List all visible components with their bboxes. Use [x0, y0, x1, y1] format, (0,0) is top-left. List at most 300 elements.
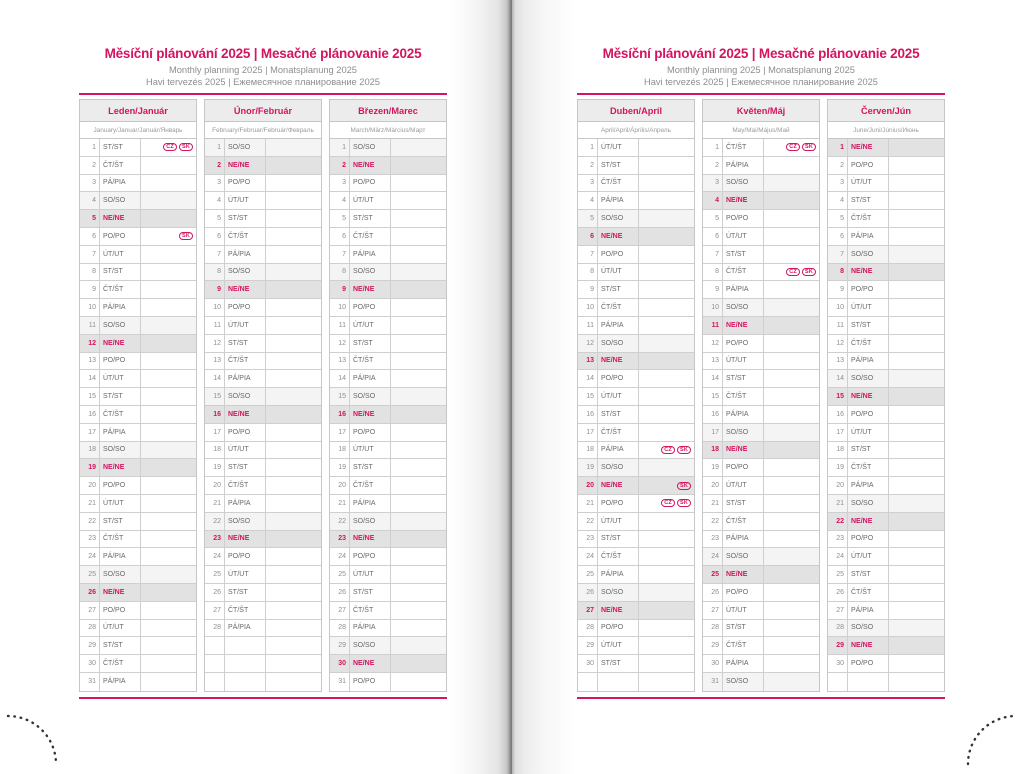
day-number: 21	[703, 495, 723, 512]
calendar-row	[703, 513, 819, 531]
day-label: NE/NE	[225, 157, 267, 174]
day-label: PÁ/PIA	[598, 566, 640, 583]
day-label: ÚT/UT	[100, 620, 142, 637]
notes-area	[141, 584, 196, 601]
calendar-row	[703, 264, 819, 282]
day-number: 17	[80, 424, 100, 441]
day-label: PO/PO	[723, 584, 765, 601]
holiday-badge-sk: SK	[802, 268, 816, 276]
day-label: ÚT/UT	[723, 228, 765, 245]
day-number: 18	[578, 442, 598, 459]
day-label: NE/NE	[598, 602, 640, 619]
day-label: ST/ST	[723, 246, 765, 263]
day-number: 14	[205, 370, 225, 387]
notes-area	[639, 317, 694, 334]
day-number: 3	[330, 175, 350, 192]
calendar-row	[205, 299, 321, 317]
day-label: ST/ST	[848, 317, 890, 334]
calendar-row	[828, 299, 944, 317]
day-number: 4	[330, 192, 350, 209]
calendar-row	[80, 281, 196, 299]
calendar-row	[205, 388, 321, 406]
day-number: 21	[828, 495, 848, 512]
notes-area	[141, 620, 196, 637]
notes-area	[639, 655, 694, 672]
calendar-row	[703, 495, 819, 513]
day-number: 21	[578, 495, 598, 512]
day-label: PO/PO	[100, 228, 142, 245]
calendar-row	[828, 192, 944, 210]
calendar-row	[205, 442, 321, 460]
calendar-row	[703, 388, 819, 406]
calendar-row	[703, 281, 819, 299]
day-number: 5	[703, 210, 723, 227]
calendar-row	[828, 584, 944, 602]
day-number: 21	[80, 495, 100, 512]
notes-area	[141, 477, 196, 494]
calendar-row	[828, 655, 944, 673]
notes-area	[391, 192, 446, 209]
notes-area	[391, 637, 446, 654]
notes-area	[639, 388, 694, 405]
day-number: 12	[80, 335, 100, 352]
day-label: ST/ST	[598, 655, 640, 672]
day-label: ÚT/UT	[225, 442, 267, 459]
calendar-row	[205, 459, 321, 477]
day-number: 18	[205, 442, 225, 459]
notes-area	[266, 157, 321, 174]
day-label: ÚT/UT	[848, 424, 890, 441]
day-number: 13	[578, 353, 598, 370]
calendar-row	[205, 353, 321, 371]
day-label: ČT/ŠT	[723, 264, 765, 281]
notes-area	[266, 637, 321, 654]
day-label: PÁ/PIA	[100, 175, 142, 192]
day-number: 25	[578, 566, 598, 583]
holiday-badge-sk: SK	[179, 232, 193, 240]
day-number: 7	[330, 246, 350, 263]
day-number: 11	[80, 317, 100, 334]
calendar-row	[330, 655, 446, 673]
calendar-row	[330, 175, 446, 193]
day-label: ST/ST	[598, 281, 640, 298]
day-number: 3	[205, 175, 225, 192]
dotted-arc-right	[968, 716, 1016, 764]
day-number: 9	[703, 281, 723, 298]
notes-area	[639, 281, 694, 298]
day-label: SO/SO	[723, 424, 765, 441]
day-number: 31	[80, 673, 100, 691]
month-subtitle: April/April/Április/Апрель	[578, 122, 694, 139]
day-number: 28	[80, 620, 100, 637]
day-label: ČT/ŠT	[225, 602, 267, 619]
calendar-row	[330, 531, 446, 549]
calendar-row	[578, 317, 694, 335]
calendar-row	[828, 602, 944, 620]
holiday-badge-sk: SK	[677, 482, 691, 490]
day-label: ST/ST	[848, 566, 890, 583]
calendar-row	[578, 175, 694, 193]
day-label: ST/ST	[225, 210, 267, 227]
notes-area	[639, 531, 694, 548]
notes-area	[391, 548, 446, 565]
calendar-row	[80, 637, 196, 655]
day-label: SO/SO	[723, 175, 765, 192]
calendar-row	[330, 637, 446, 655]
day-label: ÚT/UT	[598, 637, 640, 654]
day-label: NE/NE	[225, 281, 267, 298]
day-number: 17	[828, 424, 848, 441]
holiday-badge-sk: SK	[677, 499, 691, 507]
page-right	[577, 46, 945, 699]
calendar-row	[578, 406, 694, 424]
months-right	[577, 99, 945, 692]
notes-area	[391, 477, 446, 494]
notes-area	[141, 264, 196, 281]
day-label: PÁ/PIA	[100, 424, 142, 441]
day-number: 2	[330, 157, 350, 174]
notes-area	[889, 495, 944, 512]
calendar-row	[828, 620, 944, 638]
notes-area	[889, 139, 944, 156]
day-label: ČT/ŠT	[723, 139, 765, 156]
day-label: ÚT/UT	[100, 370, 142, 387]
day-label	[225, 673, 267, 691]
day-label: PÁ/PIA	[100, 299, 142, 316]
notes-area	[266, 281, 321, 298]
calendar-row	[330, 353, 446, 371]
calendar-row	[703, 655, 819, 673]
day-number: 28	[330, 620, 350, 637]
day-label: PO/PO	[598, 620, 640, 637]
calendar-row	[205, 548, 321, 566]
day-number: 23	[80, 531, 100, 548]
calendar-row	[205, 228, 321, 246]
notes-area	[764, 353, 819, 370]
day-label: ČT/ŠT	[848, 584, 890, 601]
calendar-row	[828, 335, 944, 353]
calendar-row	[703, 210, 819, 228]
day-label: PÁ/PIA	[225, 246, 267, 263]
day-number: 17	[578, 424, 598, 441]
day-number: 18	[828, 442, 848, 459]
day-number: 13	[828, 353, 848, 370]
day-label: PO/PO	[225, 299, 267, 316]
day-label: PÁ/PIA	[225, 495, 267, 512]
day-number: 19	[205, 459, 225, 476]
day-label: ČT/ŠT	[100, 655, 142, 672]
notes-area	[266, 192, 321, 209]
calendar-row	[828, 477, 944, 495]
calendar-row	[578, 548, 694, 566]
notes-area	[764, 495, 819, 512]
day-number: 7	[205, 246, 225, 263]
day-number: 3	[578, 175, 598, 192]
calendar-row	[578, 495, 694, 513]
day-number: 22	[703, 513, 723, 530]
day-number: 8	[205, 264, 225, 281]
notes-area	[764, 175, 819, 192]
day-number: 15	[80, 388, 100, 405]
calendar-row	[205, 406, 321, 424]
notes-area	[889, 513, 944, 530]
notes-area	[889, 548, 944, 565]
calendar-row	[578, 370, 694, 388]
day-label: PÁ/PIA	[350, 495, 392, 512]
day-number: 27	[205, 602, 225, 619]
calendar-row	[703, 637, 819, 655]
day-number: 27	[80, 602, 100, 619]
calendar-row	[330, 317, 446, 335]
calendar-row	[578, 620, 694, 638]
day-number: 31	[703, 673, 723, 691]
day-label: ST/ST	[100, 264, 142, 281]
calendar-row	[330, 228, 446, 246]
day-number: 16	[80, 406, 100, 423]
day-number: 28	[578, 620, 598, 637]
day-label: ÚT/UT	[100, 246, 142, 263]
day-number: 5	[205, 210, 225, 227]
calendar-row	[828, 548, 944, 566]
notes-area	[889, 602, 944, 619]
day-number: 1	[703, 139, 723, 156]
day-label: ÚT/UT	[350, 317, 392, 334]
day-label: PO/PO	[350, 299, 392, 316]
calendar-row	[828, 246, 944, 264]
notes-area	[391, 370, 446, 387]
day-number: 26	[578, 584, 598, 601]
calendar-row	[330, 192, 446, 210]
day-label: NE/NE	[723, 317, 765, 334]
calendar-row	[80, 139, 196, 157]
day-label: ÚT/UT	[350, 192, 392, 209]
day-number: 15	[578, 388, 598, 405]
day-number: 18	[330, 442, 350, 459]
day-number: 9	[205, 281, 225, 298]
day-label: SO/SO	[350, 637, 392, 654]
day-number: 6	[205, 228, 225, 245]
holiday-badge-sk: SK	[179, 143, 193, 151]
notes-area	[266, 264, 321, 281]
day-label: PO/PO	[598, 370, 640, 387]
day-label: NE/NE	[598, 353, 640, 370]
day-number: 14	[80, 370, 100, 387]
calendar-row	[330, 139, 446, 157]
notes-area	[141, 281, 196, 298]
notes-area	[391, 264, 446, 281]
notes-area	[391, 139, 446, 156]
day-label: PÁ/PIA	[598, 442, 640, 459]
day-label: ČT/ŠT	[848, 335, 890, 352]
day-label: SO/SO	[100, 317, 142, 334]
day-number: 14	[578, 370, 598, 387]
day-label: NE/NE	[350, 281, 392, 298]
notes-area	[764, 637, 819, 654]
day-number: 30	[578, 655, 598, 672]
day-label: SO/SO	[225, 264, 267, 281]
day-label: PÁ/PIA	[598, 192, 640, 209]
notes-area	[266, 175, 321, 192]
month-header: Leden/Január	[80, 100, 196, 122]
day-number: 2	[205, 157, 225, 174]
notes-area	[889, 655, 944, 672]
notes-area	[266, 513, 321, 530]
notes-area	[141, 299, 196, 316]
month-february	[204, 99, 322, 692]
day-number: 2	[578, 157, 598, 174]
notes-area	[141, 335, 196, 352]
notes-area	[141, 317, 196, 334]
day-number: 29	[80, 637, 100, 654]
day-label: ST/ST	[723, 620, 765, 637]
day-number: 9	[80, 281, 100, 298]
month-subtitle: February/Februar/Február/Февраль	[205, 122, 321, 139]
notes-area	[391, 228, 446, 245]
day-number: 13	[703, 353, 723, 370]
notes-area	[639, 477, 694, 494]
notes-area	[391, 388, 446, 405]
calendar-row-empty	[205, 637, 321, 655]
day-label	[848, 673, 890, 691]
notes-area	[639, 175, 694, 192]
day-number: 1	[578, 139, 598, 156]
calendar-row	[330, 548, 446, 566]
day-number: 7	[828, 246, 848, 263]
notes-area	[141, 388, 196, 405]
calendar-row	[330, 299, 446, 317]
day-number: 11	[330, 317, 350, 334]
calendar-row	[330, 584, 446, 602]
day-number: 20	[330, 477, 350, 494]
calendar-row	[80, 442, 196, 460]
day-label: ČT/ŠT	[100, 281, 142, 298]
notes-area	[141, 370, 196, 387]
notes-area	[266, 531, 321, 548]
day-label: ST/ST	[598, 406, 640, 423]
calendar-row	[828, 281, 944, 299]
notes-area	[266, 620, 321, 637]
day-label: ÚT/UT	[848, 548, 890, 565]
day-label: PO/PO	[848, 157, 890, 174]
notes-area	[266, 317, 321, 334]
day-number: 23	[330, 531, 350, 548]
calendar-row	[578, 335, 694, 353]
day-number: 1	[205, 139, 225, 156]
day-label: PO/PO	[350, 673, 392, 691]
calendar-row	[80, 406, 196, 424]
month-subtitle: January/Januar/Január/Январь	[80, 122, 196, 139]
day-number: 30	[80, 655, 100, 672]
day-label: SO/SO	[350, 264, 392, 281]
calendar-row	[828, 424, 944, 442]
notes-area	[639, 602, 694, 619]
notes-area	[889, 477, 944, 494]
notes-area	[764, 531, 819, 548]
calendar-row	[330, 620, 446, 638]
calendar-row	[80, 370, 196, 388]
calendar-row	[205, 210, 321, 228]
day-label: ČT/ŠT	[350, 602, 392, 619]
calendar-row	[578, 192, 694, 210]
bottom-rule	[577, 697, 945, 699]
page-title: Měsíční plánování 2025 | Mesačné plánovanie 2025	[602, 46, 920, 61]
calendar-row	[578, 566, 694, 584]
day-label: PÁ/PIA	[225, 370, 267, 387]
calendar-row	[205, 513, 321, 531]
day-label: PÁ/PIA	[848, 602, 890, 619]
day-label: ST/ST	[100, 513, 142, 530]
calendar-row	[828, 566, 944, 584]
day-label: ST/ST	[225, 459, 267, 476]
notes-area	[391, 495, 446, 512]
calendar-row	[703, 353, 819, 371]
day-label: ST/ST	[350, 335, 392, 352]
day-label: ČT/ŠT	[350, 353, 392, 370]
calendar-row	[578, 299, 694, 317]
calendar-row	[330, 406, 446, 424]
day-label: ST/ST	[598, 531, 640, 548]
page-title: Měsíční plánování 2025 | Mesačné plánovanie 2025	[104, 46, 422, 61]
calendar-row	[703, 442, 819, 460]
notes-area	[889, 281, 944, 298]
day-label: ST/ST	[350, 459, 392, 476]
notes-area	[889, 353, 944, 370]
calendar-row	[703, 157, 819, 175]
day-number: 24	[828, 548, 848, 565]
day-label: SO/SO	[350, 513, 392, 530]
notes-area	[266, 228, 321, 245]
dotted-arc-left	[8, 716, 56, 764]
calendar-row	[703, 370, 819, 388]
calendar-row	[828, 531, 944, 549]
day-number: 10	[703, 299, 723, 316]
day-label: PO/PO	[848, 531, 890, 548]
day-number: 8	[828, 264, 848, 281]
notes-area	[889, 317, 944, 334]
holiday-badge-sk: SK	[802, 143, 816, 151]
notes-area	[889, 673, 944, 691]
calendar-row	[703, 246, 819, 264]
calendar-row	[703, 192, 819, 210]
calendar-row	[578, 353, 694, 371]
day-number: 16	[578, 406, 598, 423]
calendar-row	[205, 281, 321, 299]
day-number: 28	[703, 620, 723, 637]
calendar-row	[703, 139, 819, 157]
day-number: 13	[80, 353, 100, 370]
day-number: 15	[330, 388, 350, 405]
day-number: 17	[330, 424, 350, 441]
page-subtitle-hu-ru: Havi tervezés 2025 | Ежемесячное планирование 2025	[644, 77, 878, 87]
calendar-row	[703, 299, 819, 317]
calendar-row-empty	[205, 655, 321, 673]
day-number: 17	[703, 424, 723, 441]
calendar-row	[578, 246, 694, 264]
day-number: 15	[703, 388, 723, 405]
calendar-row	[578, 531, 694, 549]
day-label: NE/NE	[723, 192, 765, 209]
day-label: ČT/ŠT	[100, 157, 142, 174]
day-label: SO/SO	[350, 388, 392, 405]
day-label: ÚT/UT	[225, 192, 267, 209]
notes-area	[639, 548, 694, 565]
notes-area	[639, 442, 694, 459]
day-number: 8	[578, 264, 598, 281]
calendar-row-empty	[578, 673, 694, 691]
day-number: 24	[330, 548, 350, 565]
calendar-row-empty	[828, 673, 944, 691]
calendar-row	[330, 335, 446, 353]
